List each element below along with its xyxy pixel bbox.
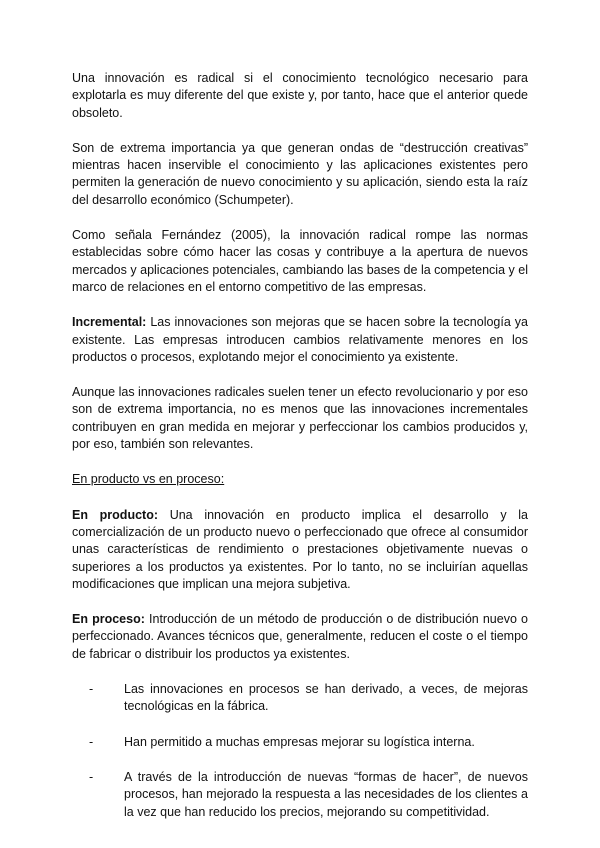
- bullet-dash: -: [89, 769, 94, 784]
- paragraph-radical-definition: Una innovación es radical si el conocimiento tecnológico necesario para explotarla es muy diferente del que existe y, por tanto, hace que el anterior quede obsoleto.: [72, 71, 528, 120]
- paragraph-radical-vs-incremental: Aunque las innovaciones radicales suelen tener un efecto revolucionario y por eso son de extrema importancia, no es menos que las innovaciones incrementales contribuyen en gran medida en mejorar y perfeccionar los cambios producidos y, por eso, también son relevantes.: [72, 385, 528, 452]
- paragraph-incremental: [72, 314, 528, 366]
- list-item-text: Han permitido a muchas empresas mejorar su logística interna.: [124, 734, 475, 749]
- list-item: [89, 769, 528, 821]
- producto-term: En producto:: [72, 507, 158, 522]
- paragraph-radical-importance: Son de extrema importancia ya que generan ondas de “destrucción creativas” mientras hacen inservible el conocimiento y las aplicaciones existentes pero permiten la generación de nuevo conocimiento y su aplicación, siendo esta la raíz del desarrollo económico (Schumpeter).: [72, 140, 528, 207]
- paragraph-en-proceso: [72, 611, 528, 663]
- proceso-term: En proceso:: [72, 612, 145, 627]
- incremental-text: Las innovaciones son mejoras que se hacen sobre la tecnología ya existente. Las empresas introducen cambios relativamente menores en los productos o procesos, explotando mejor el conocimiento ya existente.: [72, 315, 528, 364]
- list-item: [89, 681, 528, 716]
- bullet-dash: -: [89, 682, 94, 697]
- paragraph-fernandez-citation: Como señala Fernández (2005), la innovación radical rompe las normas establecidas sobre cómo hacer las cosas y contribuye a la apertura de nuevos mercados y aplicaciones potenciales, cambiando las bases de la competencia y el marco de relaciones en el entorno competitivo de las empresas.: [72, 228, 528, 294]
- list-item-text: Las innovaciones en procesos se han derivado, a veces, de mejoras tecnológicas en la fábrica.: [124, 682, 528, 714]
- paragraph-en-producto: [72, 507, 528, 593]
- document-page: [72, 70, 528, 839]
- proceso-text: Introducción de un método de producción o de distribución nuevo o perfeccionado. Avances técnicos que, generalmente, reducen el coste o el tiempo de fabricar o distribuir los productos ya existentes.: [72, 612, 528, 661]
- section-heading-producto-proceso: En producto vs en proceso:: [72, 472, 225, 487]
- list-item: [89, 734, 528, 751]
- producto-text: Una innovación en producto implica el desarrollo y la comercialización de un producto nuevo o perfeccionado que ofrece al consumidor unas características de rendimiento o prestaciones objetivamente nuevas o superiores a los productos ya existentes. Por lo tanto, no se incluirían aquellas modificaciones que implican una mejora subjetiva.: [72, 507, 529, 591]
- proceso-bullet-list: [72, 681, 528, 821]
- bullet-dash: -: [89, 734, 94, 749]
- incremental-term: Incremental:: [72, 315, 147, 330]
- list-item-text: A través de la introducción de nuevas “formas de hacer”, de nuevos procesos, han mejorado la respuesta a las necesidades de los clientes a la vez que han reducido los precios, mejorando su competitividad.: [124, 769, 528, 819]
